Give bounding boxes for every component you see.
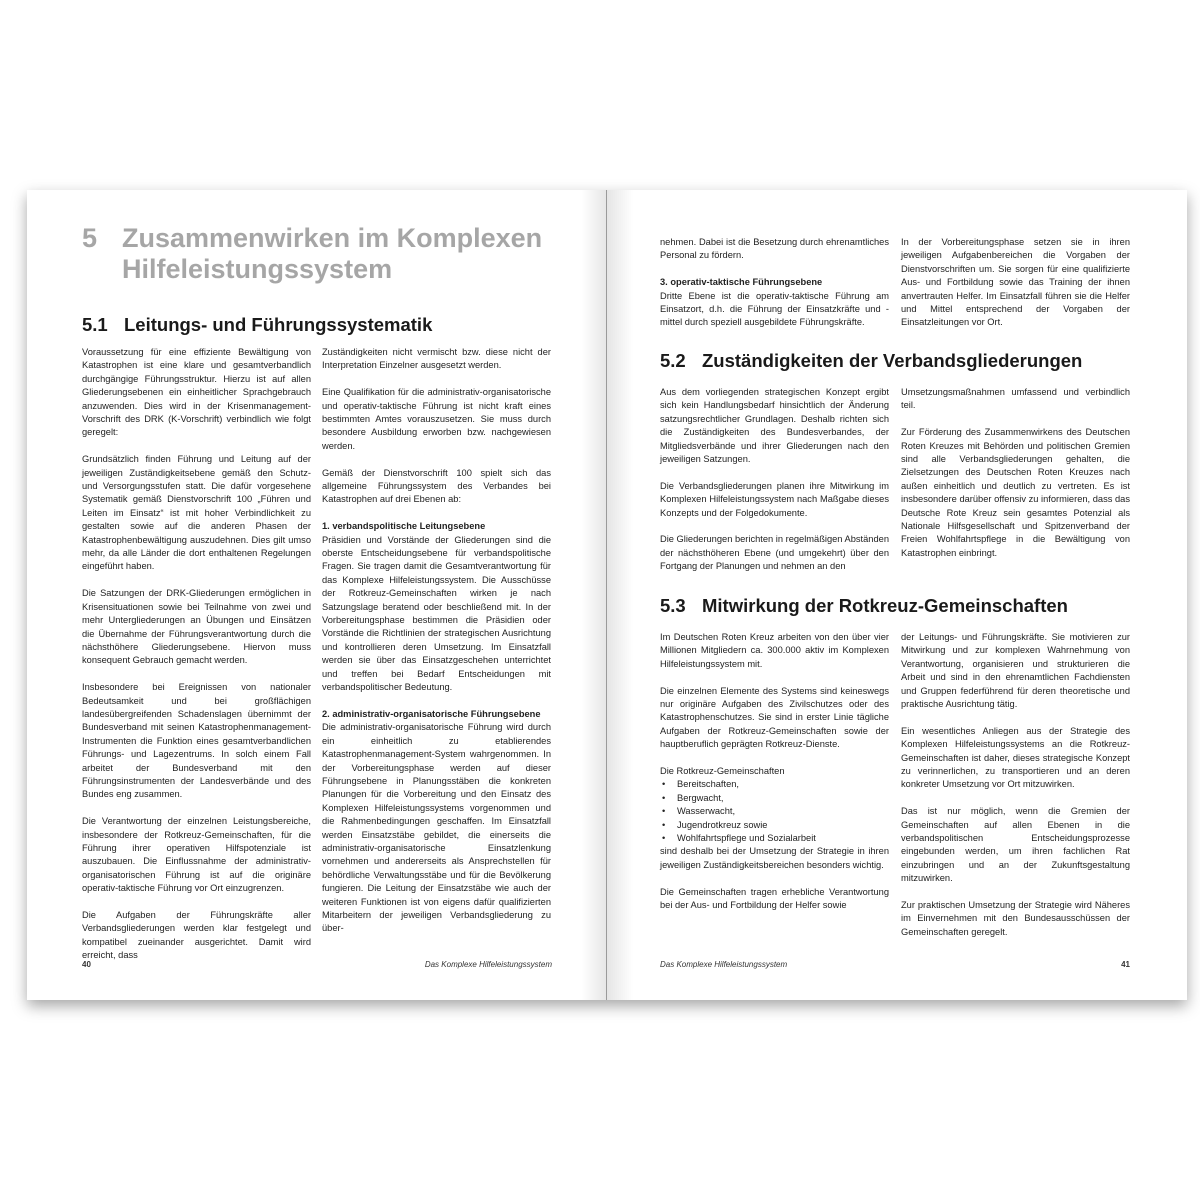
gemeinschaften-list: [660, 778, 889, 845]
page-number-right: 41: [1121, 960, 1130, 969]
section-5-2-column-2: [901, 386, 1130, 560]
chapter-title-text: Zusammenwirken im Komplexen Hilfeleistungssystem: [122, 223, 543, 284]
subheading-level-1: 1. verbandspolitische Leitungsebene: [322, 521, 486, 532]
paragraph: Die Verantwortung der einzelnen Leistungsbereiche, insbesondere der Rotkreuz-Gemeinschaften, für die Führung ihrer operativen Hilfspotenziale ist auszubauen. Die Einflussnahme der administrativ-organisatorischen Führung ist auf die originäre operativ-taktische Führung vor Ort einzugrenzen.: [82, 816, 311, 894]
left-column-1: [82, 346, 311, 963]
running-footer-right: Das Komplexe Hilfeleistungssystem: [660, 960, 788, 969]
paragraph: sind deshalb bei der Umsetzung der Strategie in ihren jeweiligen Zuständigkeitsbereichen besonders wichtig.: [660, 846, 889, 870]
section-title-text: Leitungs- und Führungssystematik: [124, 314, 433, 335]
list-item: • Bereitschaften,: [660, 778, 889, 791]
paragraph: nehmen. Dabei ist die Besetzung durch ehrenamtliches Personal zu fördern.: [660, 237, 889, 261]
section-title-5-2: [660, 350, 1082, 372]
left-page: [27, 190, 607, 1000]
paragraph: Die einzelnen Elemente des Systems sind keineswegs nur originäre Aufgaben des Zivilschutzes oder des Katastrophenschutzes. Sie sind in erster Linie tägliche Aufgaben der Rotkreuz-Gemeinschaften sowie der hauptberuflich geprägten Rotkreuz-Dienste.: [660, 685, 889, 750]
paragraph: Grundsätzlich finden Führung und Leitung auf der jeweiligen Zuständigkeitsebene gemäß den Schutz- und Versorgungsstufen statt. Die dafür vorgesehene Systematik gemäß Dienstvorschrift 100 „Führen und Leiten im Einsatz“ ist mit hoher Verbindlichkeit zu gestalten sowie auf die anderen Phasen der Katastrophenbewältigung auszudehnen. Dies gilt umso mehr, da alle Länder die dort enthaltenen Regelungen eingeführt haben.: [82, 454, 311, 572]
section-number: 5.1: [82, 314, 108, 335]
section-5-3-column-2: [901, 631, 1130, 939]
subheading-level-2: 2. administrativ-organisatorische Führungsebene: [322, 708, 541, 719]
section-title-5-1: [82, 314, 432, 336]
section-number: 5.3: [660, 595, 686, 616]
list-item: • Bergwacht,: [660, 792, 889, 805]
paragraph: Die administrativ-organisatorische Führung wird durch ein einheitlich zu etablierendes Katastrophenmanagement-System wahrgenommen. In der Vorbereitungsphase werden auf dieser Führungsebene in Planungsstäben die konkreten Planungen für die Vorbereitung und den Einsatz des Komplexen Hilfeleistungssystems vorgenommen und die Rahmenbedingungen geschaffen. Im Einsatzfall werden Einsatzstäbe gebildet, die einerseits die administrativ-organisatorische Einsatzlenkung vornehmen und andererseits als Ansprechstellen für behördliche Verwaltungsstäbe und für die Bevölkerung fungieren. Die Leitung der Einsatzstäbe wie auch der weiteren Funktionen ist von eigens dafür qualifizierten Mitarbeitern der jeweiligen Verbandsgliederung zu über-: [322, 722, 551, 934]
right-column-2-top: [901, 236, 1130, 330]
page-number-left: 40: [82, 960, 91, 969]
list-item: • Wasserwacht,: [660, 805, 889, 818]
section-5-3-column-1: [660, 631, 889, 912]
page-fold: [606, 190, 607, 1000]
section-number: 5.2: [660, 350, 686, 371]
paragraph: Zur praktischen Umsetzung der Strategie wird Näheres im Einvernehmen mit den Bundesausschüssen der Gemeinschaften geregelt.: [901, 900, 1130, 937]
subheading-level-3: 3. operativ-taktische Führungsebene: [660, 277, 823, 288]
paragraph: Im Deutschen Roten Kreuz arbeiten von den über vier Millionen Mitgliedern ca. 300.000 aktiv im Komplexen Hilfeleistungssystem mit.: [660, 632, 889, 669]
gutter-shadow-left: [581, 190, 607, 1000]
paragraph: Ein wesentliches Anliegen aus der Strategie des Komplexen Hilfeleistungssystems an die Rotkreuz-Gemeinschaften ist daher, dieses strategische Konzept zu verinnerlichen, zu transportieren und an deren konkreter Umsetzung vor Ort mitzuwirken.: [901, 725, 1130, 790]
paragraph: Zuständigkeiten nicht vermischt bzw. diese nicht der Interpretation Einzelner ausgesetzt werden.: [322, 347, 551, 371]
list-intro: Die Rotkreuz-Gemeinschaften: [660, 766, 785, 777]
paragraph: Gemäß der Dienstvorschrift 100 spielt sich das allgemeine Führungssystem des Verbandes bei Katastrophen auf drei Ebenen ab:: [322, 467, 551, 505]
chapter-number: 5: [82, 223, 98, 253]
section-title-5-3: [660, 595, 1068, 617]
paragraph: Dritte Ebene ist die operativ-taktische Führung am Einsatzort, d.h. die Führung der Einsatzkräfte und -mittel durch speziell ausgebildete Führungskräfte.: [660, 290, 889, 328]
paragraph: Die Gliederungen berichten in regelmäßigen Abständen der nächsthöheren Ebene (und umgekehrt) über den Fortgang der Planungen und nehmen an den: [660, 534, 889, 572]
paragraph: der Leitungs- und Führungskräfte. Sie motivieren zur Mitwirkung und zur komplexen Wahrnehmung von Verantwortung, organisieren und strukturieren die Arbeit und sind in den ehrenamtlichen Fachdiensten und Gruppen federführend für deren theoretische und praktische Ausrichtung tätig.: [901, 632, 1130, 710]
paragraph: Umsetzungsmaßnahmen umfassend und verbindlich teil.: [901, 387, 1130, 411]
paragraph: Die Aufgaben der Führungskräfte aller Verbandsgliederungen werden klar festgelegt und kompatibel zueinander ausgerichtet. Damit wird erreicht, dass: [82, 909, 311, 961]
paragraph: In der Vorbereitungsphase setzen sie in ihren jeweiligen Aufgabenbereichen die Vorgaben der Dienstvorschriften um. Sie sorgen für eine qualifizierte Aus- und Fortbildung sowie das Training der ihnen anvertrauten Helfer. Im Einsatzfall führen sie die Helfer und Mittel entsprechend der Vorgaben der Einsatzleitungen vor Ort.: [901, 237, 1130, 328]
paragraph: Die Satzungen der DRK-Gliederungen ermöglichen in Krisensituationen sowie bei Teilnahme von zwei und mehr Untergliederungen an Übungen und Einsätzen die Übernahme der Führungsverantwortung durch die nächsthöhere Gliederungsebene. Hiervon muss konsequent Gebrauch gemacht werden.: [82, 588, 311, 666]
section-title-text: Mitwirkung der Rotkreuz-Gemeinschaften: [702, 595, 1068, 616]
right-column-1-top: [660, 236, 889, 330]
paragraph: Aus dem vorliegenden strategischen Konzept ergibt sich kein Handlungsbedarf hinsichtlich der Änderung satzungsrechtlicher Grundlagen. Deshalb richten sich die Zuständigkeiten des Bundesverbandes, der Mitgliedsverbände und ihrer Gliederungen nach den jeweiligen Satzungen.: [660, 387, 889, 465]
gutter-shadow-right: [607, 190, 633, 1000]
paragraph: Das ist nur möglich, wenn die Gremien der Gemeinschaften auf allen Ebenen in die verbandspolitischen Entscheidungsprozesse eingebunden werden, um ihren fachlichen Rat einzubringen und an der Zukunftsgestaltung mitzuwirken.: [901, 806, 1130, 884]
list-item: • Jugendrotkreuz sowie: [660, 819, 889, 832]
section-title-text: Zuständigkeiten der Verbandsgliederungen: [702, 350, 1083, 371]
paragraph: Eine Qualifikation für die administrativ-organisatorische und operativ-taktische Führung ist nicht kraft eines bestimmten Amtes vorauszusetzen. Sie muss durch besondere Ausbildung erworben bzw. nachgewiesen werden.: [322, 387, 551, 451]
paragraph: Zur Förderung des Zusammenwirkens des Deutschen Roten Kreuzes mit Behörden und politischen Gremien sind alle Verbandsgliederungen gehalten, die Zielsetzungen des Deutschen Roten Kreuzes nach außen einheitlich und deutlich zu vertreten. Es ist insbesondere darüber offensiv zu informieren, dass das Deutsche Rote Kreuz sein gesamtes Potenzial als Nationale Hilfsgesellschaft und Spitzenverband der Freien Wohlfahrtspflege in die Bewältigung von Katastrophen einbringt.: [901, 427, 1130, 558]
right-page: [607, 190, 1187, 1000]
paragraph: Insbesondere bei Ereignissen von nationaler Bedeutsamkeit und bei großflächigen landesübergreifenden Schadenslagen übernimmt der Bundesverband mit seinen Katastrophenmanagement-Instrumenten die Funktion eines gesamtverbandlichen Führungs- und Lagezentrums. In solch einem Fall arbeitet der Bundesverband mit den Führungsinstrumenten der Landesverbände und des Bundes eng zusammen.: [82, 682, 311, 800]
running-footer-left: Das Komplexe Hilfeleistungssystem: [424, 960, 552, 969]
left-column-2: [322, 346, 551, 936]
list-item: • Wohlfahrtspflege und Sozialarbeit: [660, 832, 889, 845]
chapter-title: [82, 223, 582, 285]
paragraph: Präsidien und Vorstände der Gliederungen sind die oberste Entscheidungsebene für verbandspolitische Fragen. Sie tragen damit die Gesamtverantwortung für das Komplexe Hilfeleistungssystem. Die Ausschüsse der Rotkreuz-Gemeinschaften wirken je nach Satzungslage beratend oder beschließend mit. In der Vorbereitungsphase bestimmen die Präsidien oder Vorstände die Richtlinien der strategischen Ausrichtung und kontrollieren deren Umsetzung. Im Einsatzfall werden sie über das Einsatzgeschehen unterrichtet und treffen bei Bedarf Entscheidungen mit verbandspolitischer Bedeutung.: [322, 534, 551, 693]
section-5-2-column-1: [660, 386, 889, 574]
paragraph: Voraussetzung für eine effiziente Bewältigung von Katastrophen ist eine klare und gesamtverbandlich durchgängige Führungsstruktur. Hierzu ist auf allen Gliederungsebenen ein einheitlicher Sprachgebrauch anzuwenden. Dies wird in der Krisenmanagement-Vorschrift des DRK (K-Vorschrift) verbindlich wie folgt geregelt:: [82, 347, 311, 438]
paragraph: Die Verbandsgliederungen planen ihre Mitwirkung im Komplexen Hilfeleistungssystem nach Maßgabe dieses Konzepts und der Folgedokumente.: [660, 480, 889, 518]
paragraph: Die Gemeinschaften tragen erhebliche Verantwortung bei der Aus- und Fortbildung der Helfer sowie: [660, 886, 889, 911]
